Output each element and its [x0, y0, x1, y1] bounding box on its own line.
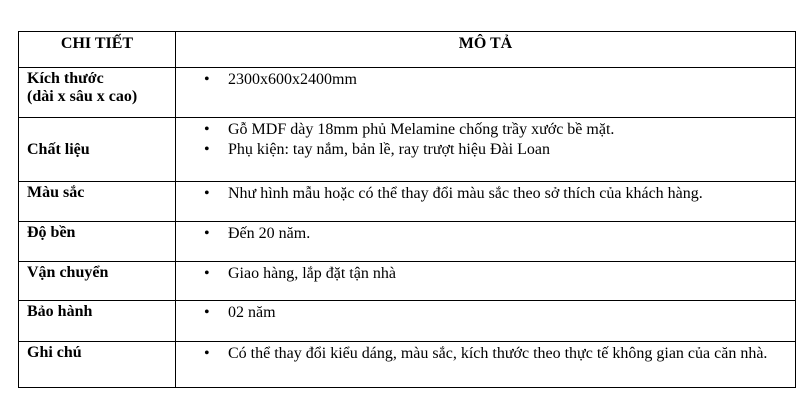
table-row [19, 68, 796, 118]
list-item: • Gỗ MDF dày 18mm phủ Melamine chống trầy xước bề mặt. [228, 120, 787, 140]
row-label [19, 68, 176, 118]
row-description [176, 301, 796, 342]
header-detail: CHI TIẾT [19, 32, 176, 68]
list-item: • Có thể thay đổi kiểu dáng, màu sắc, kích thước theo thực tế không gian của căn nhà. [228, 344, 787, 364]
row-label: Độ bền [19, 222, 176, 262]
list-item: • Đến 20 năm. [228, 224, 787, 244]
row-label: Chất liệu [19, 118, 176, 182]
list-item: • Như hình mẫu hoặc có thể thay đổi màu sắc theo sở thích của khách hàng. [228, 184, 787, 204]
list-item: • Giao hàng, lắp đặt tận nhà [228, 264, 787, 284]
header-description: MÔ TẢ [176, 32, 796, 68]
table-row [19, 262, 796, 301]
list-item: • 02 năm [228, 303, 787, 323]
row-description [176, 118, 796, 182]
row-label: Ghi chú [19, 342, 176, 388]
table-header-row [19, 32, 796, 68]
table-row [19, 222, 796, 262]
label-text: Kích thước [27, 70, 104, 87]
row-label: Bảo hành [19, 301, 176, 342]
table-row [19, 118, 796, 182]
label-subtext: (dài x sâu x cao) [27, 88, 138, 105]
row-description [176, 262, 796, 301]
table-row [19, 342, 796, 388]
row-label: Màu sắc [19, 182, 176, 222]
row-description [176, 68, 796, 118]
row-description [176, 222, 796, 262]
list-item: • Phụ kiện: tay nắm, bản lề, ray trượt hiệu Đài Loan [228, 140, 787, 160]
row-description [176, 342, 796, 388]
row-label: Vận chuyển [19, 262, 176, 301]
table-row [19, 182, 796, 222]
list-item: • 2300x600x2400mm [228, 70, 787, 90]
table-row [19, 301, 796, 342]
row-description [176, 182, 796, 222]
product-spec-table [18, 31, 796, 388]
